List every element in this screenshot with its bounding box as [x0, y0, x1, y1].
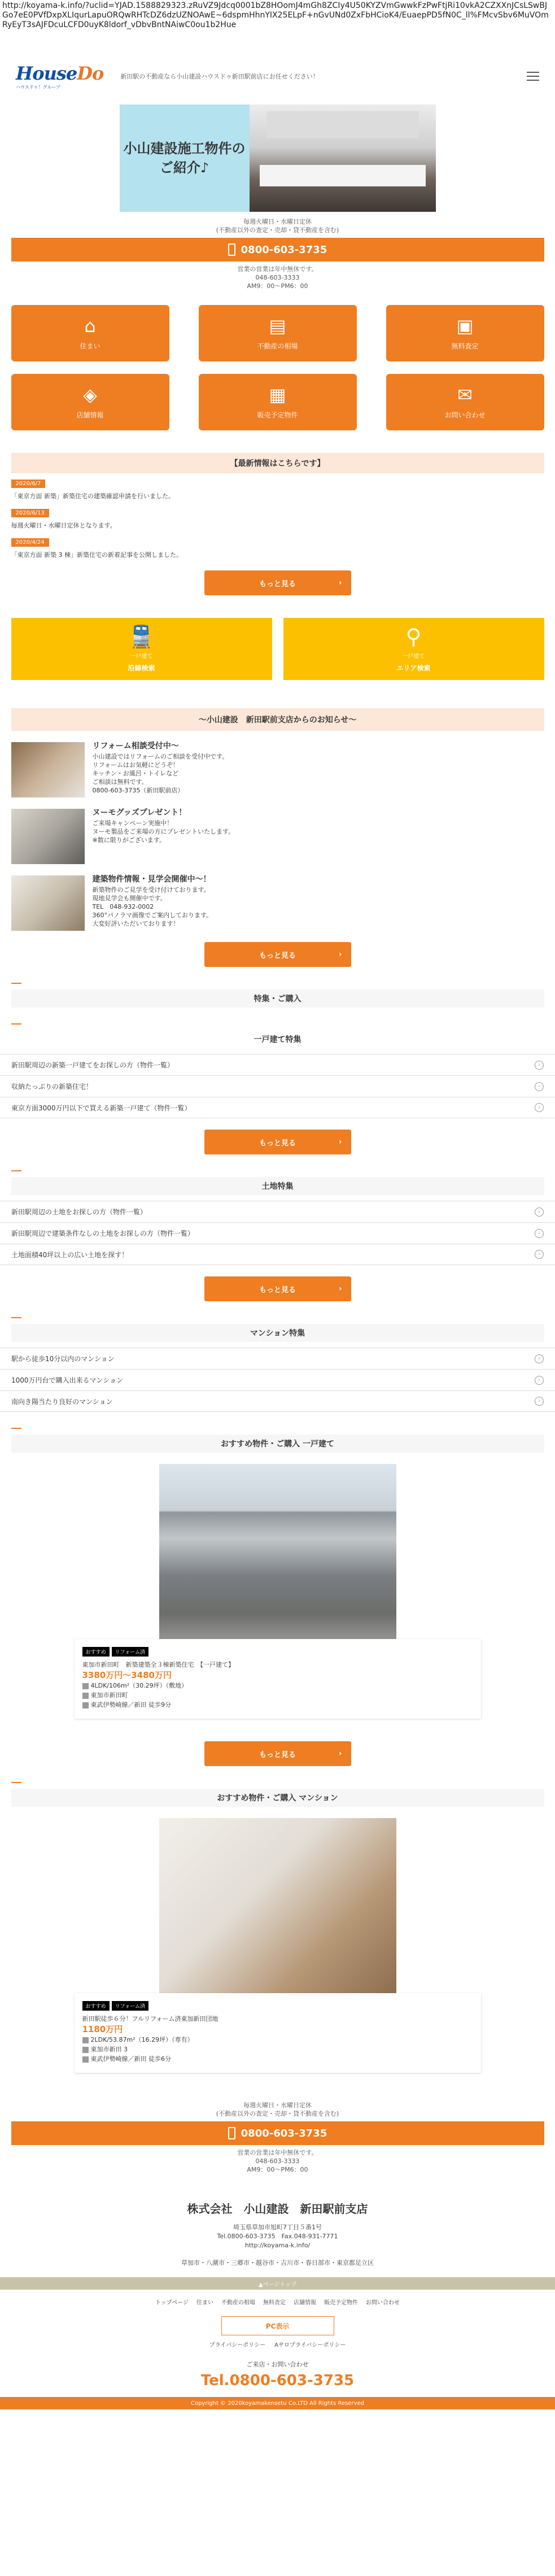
news-date: 2020/6/7 — [11, 480, 46, 488]
nav-label: 住まい — [80, 342, 100, 350]
chevron-right-icon: › — [535, 1082, 544, 1091]
news-item[interactable] — [11, 508, 544, 530]
house-feature-title: 一戸建て特集 — [254, 1035, 301, 1044]
rec-house-more-button[interactable] — [204, 1741, 351, 1766]
feature-link[interactable] — [0, 1097, 555, 1118]
property-name: 東加市新田町 新築建築全３棟新築住宅 【一戸建て】 — [82, 1661, 234, 1668]
train-icon — [82, 1702, 89, 1708]
hours-note: (不動産以外の査定・売却・貸不動産を含む) — [216, 2110, 339, 2117]
price-icon: ▤ — [269, 315, 286, 337]
rec-house-title: おすすめ物件・ご購入 一戸建て — [220, 1440, 334, 1449]
feature-link[interactable] — [0, 1075, 555, 1097]
contact-hours — [0, 217, 555, 234]
phone-number: 0800-603-3735 — [241, 2127, 327, 2139]
chevron-right-icon: › — [535, 1061, 544, 1070]
more-label: もっと見る — [259, 1285, 296, 1294]
floorplan-icon — [82, 2037, 89, 2043]
property-tag: リフォーム済 — [112, 1647, 149, 1657]
company-name: 株式会社 小山建設 新田駅前支店 — [187, 2202, 368, 2216]
chevron-right-icon: › — [338, 1749, 342, 1758]
footer-link[interactable]: 住まい — [196, 2300, 214, 2306]
news-more-button[interactable] — [204, 570, 351, 595]
land-feature-heading — [11, 1177, 544, 1195]
nav-label: 無料査定 — [451, 342, 479, 350]
blog-line: 0800-603-3735（新田駅前店） — [92, 787, 184, 794]
feature-link-label: 1000万円台で購入出来るマンション — [11, 1376, 124, 1384]
property-access: 東武伊勢崎線／新田 徒歩9分 — [90, 1701, 171, 1708]
chevron-right-icon: › — [535, 1229, 544, 1238]
blog-thumbnail — [11, 809, 85, 864]
chevron-right-icon: › — [338, 1137, 342, 1147]
company-info — [0, 2200, 555, 2267]
blog-item[interactable] — [11, 809, 544, 864]
blog-list — [11, 742, 544, 931]
menu-icon[interactable] — [527, 72, 539, 81]
chevron-right-icon: › — [535, 1250, 544, 1259]
feature-link[interactable] — [0, 1391, 555, 1412]
feature-link-label: 南向き陽当たり良好のマンション — [11, 1397, 113, 1406]
blog-line: 小山建設ではリフォームのご相談を受付中です。 — [92, 753, 229, 760]
house-property-card[interactable] — [75, 1639, 481, 1719]
feature-link[interactable] — [0, 1054, 555, 1075]
hours-line: 毎週火曜日・水曜日定休 — [243, 218, 312, 225]
more-label: もっと見る — [259, 1750, 296, 1759]
company-url[interactable]: http://koyama-k.info/ — [244, 2242, 311, 2249]
location-icon — [82, 1693, 89, 1699]
blog-line: ※数に限りがございます。 — [92, 836, 165, 844]
phone-number: 0800-603-3735 — [241, 243, 327, 256]
blog-line: 新築物件のご見学を受け付けております。 — [92, 886, 210, 893]
search-sub: 一戸建て — [130, 653, 153, 660]
more-label: もっと見る — [259, 951, 296, 960]
property-tags — [82, 2001, 473, 2011]
house-feature-heading — [11, 1030, 544, 1048]
blog-title: ヌーモグッズプレゼント！ — [92, 808, 187, 817]
property-location: 東加市新田 3 — [90, 2046, 128, 2053]
copyright: Copyright © 2020koyamakensetu Co.LTD All Rights Reserved — [0, 2397, 555, 2409]
clipboard-icon: ▣ — [456, 315, 474, 337]
special-title: 特集・ご購入 — [254, 995, 301, 1004]
floorplan-icon — [82, 1683, 89, 1689]
news-text: 「東京方面 新築」新築住宅の建築確認申請を行いました。 — [11, 492, 174, 500]
nav-store-button[interactable] — [11, 374, 169, 430]
main-nav-grid — [0, 305, 555, 430]
footer-link[interactable]: お問い合わせ — [366, 2300, 400, 2306]
search-label: 沿線検索 — [128, 664, 155, 672]
blog-line: リフォームはお気軽にどうぞ！ — [92, 761, 179, 769]
news-text: 毎週火曜日・水曜日定休となります。 — [11, 522, 116, 529]
calendar-icon: ▦ — [269, 383, 286, 406]
mansion-photo[interactable] — [159, 1818, 396, 2004]
search-sub: 一戸建て — [402, 653, 425, 660]
mansion-feature-title: マンション特集 — [250, 1329, 305, 1338]
feature-link-label: 新田駅周辺で建築条件なしの土地をお探しの方（物件一覧） — [11, 1230, 195, 1237]
address-bar[interactable]: http://koyama-k.info/?uclid=YJAD.1588829323.zRuVZ9Jdcq0001bZ8HOomJ4mGh8ZCIy4U50KYZVmGwwkFzPwFtjRi10vkA2CZXXnJCsLSwBJGo7eE0PVfDxpXLIqurLapuORQwRHTcDZ6dzUZNOAwE~6dspmHhnYIX25ELpF+nGvUNd0ZxFbHCioK4/EuaepPD5fN0C_ll%FMcvSbv6MuVOmRyEyT3sAJFDcuLCFD0uyK8ldorf_vDbvBntNAiwC0ou1b2Hue — [2, 1, 549, 29]
property-access: 東武伊勢崎線／新田 徒歩6分 — [90, 2055, 171, 2063]
privacy-policy-link[interactable]: プライバシーポリシー — [209, 2342, 266, 2348]
news-text: 「東京方面 新築 3 棟」新築住宅の新着記事を公開しました。 — [11, 551, 182, 559]
blog-item[interactable] — [11, 875, 544, 931]
land-feature-title: 土地特集 — [261, 1182, 294, 1191]
blog-line: ご相談は無料です。 — [92, 778, 148, 786]
footer-link[interactable]: 不動産の相場 — [221, 2300, 256, 2306]
feature-link[interactable] — [0, 1201, 555, 1222]
feature-link-label: 土地面積40坪以上の広い土地を探す！ — [11, 1250, 129, 1259]
rec-house-heading — [11, 1435, 544, 1453]
feature-link[interactable] — [0, 1222, 555, 1244]
train-icon: 🚆 — [128, 624, 155, 649]
phone-call-button-bottom[interactable] — [11, 2121, 544, 2145]
page-top-button[interactable]: ▲ページトップ — [0, 2277, 555, 2290]
phone-icon — [228, 2127, 235, 2139]
property-tag: おすすめ — [82, 1647, 110, 1657]
house-feature-list — [0, 1054, 555, 1118]
shop-line: AM9：00〜PM6：00 — [247, 282, 308, 290]
shop-info — [0, 265, 555, 290]
blog-thumbnail — [11, 875, 85, 931]
property-tag: リフォーム済 — [112, 2001, 149, 2011]
location-icon — [82, 2047, 89, 2053]
chevron-right-icon: › — [338, 1284, 342, 1293]
nav-label: お問い合わせ — [444, 411, 486, 419]
news-item[interactable] — [11, 479, 544, 500]
property-tags — [82, 1647, 473, 1657]
chevron-right-icon: › — [535, 1397, 544, 1406]
privacy-policy-link-2[interactable]: Aサロプライバシーポリシー — [274, 2342, 346, 2348]
mansion-feature-list — [0, 1348, 555, 1412]
phone-call-button[interactable] — [11, 238, 544, 261]
chevron-right-icon: › — [535, 1354, 544, 1363]
area-search-button[interactable] — [283, 618, 544, 680]
shop-line: AM9：00〜PM6：00 — [247, 2166, 308, 2173]
shop-line: 営業の営業は年中無休です。 — [237, 2149, 318, 2156]
blog-line: TEL 048-932-0002 — [92, 903, 154, 910]
property-name: 新田駅徒歩６分！フルリフォーム済東加新田団地 — [82, 2015, 218, 2023]
footer-link[interactable]: 無料査定 — [263, 2300, 286, 2306]
site-header — [0, 54, 555, 99]
company-tel: Tel.0800-603-3735 Fax.048-931-7771 — [217, 2233, 338, 2240]
footer-link[interactable]: 販売予定物件 — [324, 2300, 359, 2306]
blog-line: 360°パノラマ画像でご案内しております。 — [92, 912, 213, 919]
policy-links — [0, 2340, 555, 2348]
hero-banner[interactable] — [120, 104, 436, 212]
nav-label: 不動産の相場 — [257, 342, 298, 350]
chevron-right-icon: › — [338, 578, 342, 587]
contact-hours-bottom — [0, 2101, 555, 2118]
blog-heading: 〜小山建設 新田駅前支店からのお知らせ〜 — [11, 708, 544, 731]
nav-contact-button[interactable] — [386, 374, 544, 430]
blog-thumbnail — [11, 742, 85, 797]
service-areas: 草加市・八潮市・三郷市・越谷市・吉川市・春日部市・東京都足立区 — [181, 2259, 374, 2266]
property-spec: 2LDK/53.87m²（16.29坪）（専有） — [90, 2036, 194, 2043]
hero-title: 小山建設施工物件の ご紹介♪ — [120, 104, 250, 212]
chevron-right-icon: › — [535, 1103, 544, 1112]
blog-title: リフォーム相談受付中〜 — [92, 742, 179, 751]
nav-home-button[interactable] — [11, 305, 169, 361]
chevron-right-icon: › — [535, 1208, 544, 1217]
blog-line: 現地見学会も開催中です。 — [92, 895, 167, 902]
news-date: 2020/6/13 — [11, 509, 49, 517]
blog-line: ご来場キャンペーン実施中！ — [92, 820, 173, 827]
property-spec: 4LDK/106m²（30.29坪）（敷地） — [90, 1682, 188, 1689]
news-item[interactable] — [11, 538, 544, 559]
nav-assessment-button[interactable] — [386, 305, 544, 361]
news-list — [11, 479, 544, 559]
blog-more-button[interactable] — [204, 942, 351, 967]
chevron-right-icon: › — [338, 950, 342, 959]
shop-line: 048-603-3333 — [255, 274, 300, 281]
shop-line: 営業の営業は年中無休です。 — [237, 265, 318, 273]
land-feature-list — [0, 1201, 555, 1265]
train-icon — [82, 2056, 89, 2063]
more-label: もっと見る — [259, 579, 296, 589]
property-tag: おすすめ — [82, 2001, 110, 2011]
feature-link-label: 駅から徒歩10分以内のマンション — [11, 1355, 115, 1363]
mansion-property-card[interactable] — [75, 1993, 481, 2073]
search-buttons — [11, 618, 544, 680]
property-price: 1180万円 — [82, 2024, 123, 2034]
company-address: 埼玉県草加市旭町7丁目５番1号 — [233, 2224, 322, 2231]
logo-text: HouseDo — [16, 62, 104, 84]
mail-icon: ✉ — [457, 383, 473, 406]
more-label: もっと見る — [259, 1139, 296, 1148]
news-heading: 【最新情報はこちらです】 — [11, 453, 544, 473]
nav-price-button[interactable] — [199, 305, 357, 361]
land-more-button[interactable] — [204, 1276, 351, 1301]
phone-icon — [228, 243, 235, 256]
chevron-right-icon: › — [535, 1376, 544, 1385]
blog-line: 大変好評いただいております！ — [92, 920, 180, 927]
feature-link[interactable] — [0, 1369, 555, 1391]
line-search-button[interactable] — [11, 618, 272, 680]
home-icon: ⌂ — [84, 315, 96, 337]
housedo-logo[interactable] — [16, 63, 103, 90]
header-tagline: 新田駅の不動産なら小山建設ハウスドゥ新田駅前店にお任せください！ — [120, 73, 319, 80]
blog-line: キッチン・お風呂・トイレなど — [92, 770, 179, 777]
feature-link-label: 収納たっぷりの新築住宅！ — [11, 1083, 93, 1091]
footer-link[interactable]: トップページ — [155, 2300, 189, 2306]
feature-link[interactable] — [0, 1244, 555, 1265]
feature-link-label: 新田駅周辺の新築一戸建てをお探しの方（物件一覧） — [11, 1061, 174, 1069]
property-location: 東加市新田町 — [90, 1692, 128, 1699]
nav-label: 店舗情報 — [76, 411, 104, 419]
special-heading — [11, 990, 544, 1008]
hours-line: 毎週火曜日・水曜日定休 — [243, 2102, 312, 2109]
house-more-button[interactable] — [204, 1130, 351, 1154]
shop-info-bottom — [0, 2148, 555, 2174]
news-date: 2020/4/24 — [11, 538, 49, 547]
contact-label: ご来店・お問い合わせ — [246, 2361, 309, 2368]
rec-mansion-heading — [11, 1789, 544, 1807]
nav-label: 販売予定物件 — [257, 411, 298, 419]
logo-sub: ハウスドゥ！グループ — [16, 84, 60, 90]
rec-mansion-title: おすすめ物件・ご購入 マンション — [217, 1794, 338, 1803]
blog-item[interactable] — [11, 742, 544, 797]
mansion-feature-heading — [11, 1324, 544, 1342]
feature-link-label: 東京方面3000万円以下で買える新築一戸建て（物件一覧） — [11, 1104, 191, 1112]
blog-title: 建築物件情報・見学会開催中〜！ — [92, 875, 211, 884]
footer-phone[interactable]: Tel.0800-603-3735 — [200, 2372, 355, 2389]
feature-link[interactable] — [0, 1348, 555, 1369]
blog-line: ヌーモ製品をご来場の方にプレゼントいたします。 — [92, 828, 235, 835]
house-photo[interactable] — [159, 1464, 396, 1650]
pc-view-button[interactable]: PC表示 — [221, 2316, 334, 2335]
feature-link-label: 新田駅周辺の土地をお探しの方（物件一覧） — [11, 1208, 147, 1216]
hours-note: (不動産以外の査定・売却・貸不動産を含む) — [216, 226, 339, 234]
shop-line: 048-603-3333 — [255, 2157, 300, 2165]
pin-icon: ⚲ — [405, 624, 422, 649]
hero-kitchen-image — [250, 104, 436, 212]
nav-schedule-button[interactable] — [199, 374, 357, 430]
property-price: 3380万円〜3480万円 — [82, 1670, 172, 1680]
footer-nav — [0, 2298, 555, 2306]
map-icon: ◈ — [83, 383, 97, 406]
search-label: エリア検索 — [396, 664, 431, 672]
footer-link[interactable]: 店舗情報 — [294, 2300, 317, 2306]
